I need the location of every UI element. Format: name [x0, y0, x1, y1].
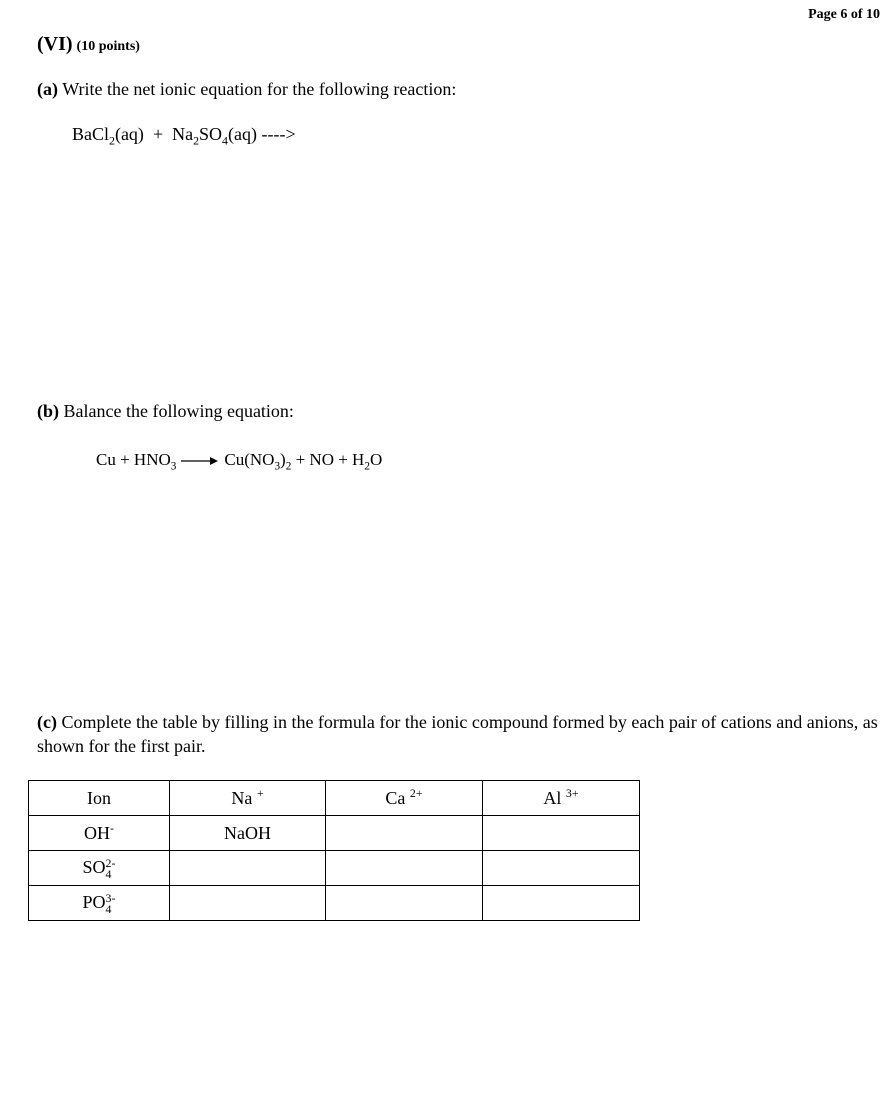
header-cation-ca: [326, 781, 483, 816]
eq-a-sub: 2: [193, 133, 200, 148]
compound-cell[interactable]: [483, 851, 640, 886]
anion-symbol: SO: [82, 856, 106, 877]
part-c-text: Complete the table by filling in the formula for the ionic compound formed by each pair of cations and anions, as shown for the first pair.: [37, 712, 878, 756]
anion-sub: 4: [105, 866, 112, 881]
anion-so4: [29, 851, 170, 886]
eq-b-text: ): [280, 450, 286, 469]
eq-b-sub: 2: [364, 460, 370, 473]
eq-a-reactant1: BaCl: [72, 124, 110, 144]
eq-b-text: Cu + HNO: [96, 450, 171, 469]
anion-charge: 3-: [105, 890, 116, 905]
compound-cell[interactable]: [170, 851, 326, 886]
eq-a-reactant2: Na: [172, 124, 194, 144]
cation-symbol: Na: [231, 787, 253, 808]
eq-a-state: (aq): [114, 124, 144, 144]
cation-charge: 3+: [565, 785, 579, 800]
part-b-prompt: [37, 401, 294, 422]
eq-a-state: (aq): [227, 124, 257, 144]
header-cation-na: [170, 781, 326, 816]
compound-cell[interactable]: [170, 886, 326, 921]
cation-charge: +: [256, 785, 264, 800]
section-number: (VI): [37, 33, 73, 55]
cation-symbol: Ca: [385, 787, 406, 808]
ionic-compound-table: [28, 780, 640, 921]
part-b-label: (b): [37, 401, 59, 421]
eq-b-sub: 3: [274, 460, 281, 473]
anion-oh: [29, 816, 170, 851]
eq-a-reactant2: SO: [199, 124, 223, 144]
anion-symbol: PO: [82, 891, 106, 912]
eq-b-text: Cu(NO: [224, 450, 275, 469]
header-ion: Ion: [29, 781, 170, 816]
eq-a-arrow: ---->: [261, 124, 296, 144]
part-c-prompt: [37, 710, 887, 758]
eq-a-plus: +: [152, 124, 164, 144]
anion-symbol: OH: [84, 822, 111, 843]
table-row: [29, 886, 640, 921]
table-row: [29, 816, 640, 851]
anion-charge: 2-: [105, 855, 116, 870]
compound-cell[interactable]: [326, 886, 483, 921]
section-title: [37, 33, 140, 56]
compound-cell[interactable]: [326, 816, 483, 851]
eq-a-sub: 2: [109, 133, 115, 148]
compound-cell[interactable]: NaOH: [170, 816, 326, 851]
eq-b-sub: 2: [285, 460, 292, 473]
eq-b-text: O: [369, 450, 383, 469]
anion-charge: -: [110, 820, 114, 835]
part-c-label: (c): [37, 712, 57, 732]
table-row: [29, 851, 640, 886]
cation-charge: 2+: [409, 785, 423, 800]
header-cation-al: [483, 781, 640, 816]
part-a-prompt: [37, 79, 456, 100]
eq-b-sub: 3: [170, 460, 177, 473]
compound-cell[interactable]: [483, 886, 640, 921]
compound-cell[interactable]: [483, 816, 640, 851]
page-number: Page 6 of 10: [808, 7, 880, 22]
part-a-equation: [72, 124, 296, 148]
part-a-label: (a): [37, 79, 58, 99]
part-b-equation: [96, 450, 383, 473]
anion-po4: [29, 886, 170, 921]
cation-symbol: Al: [543, 787, 562, 808]
eq-a-sub: 4: [222, 133, 228, 148]
part-a-text: Write the net ionic equation for the following reaction:: [62, 79, 457, 99]
eq-b-text: + NO + H: [291, 450, 365, 469]
compound-cell[interactable]: [326, 851, 483, 886]
table-header-row: [29, 781, 640, 816]
reaction-arrow-icon: [180, 455, 220, 467]
part-b-text: Balance the following equation:: [63, 401, 294, 421]
anion-sub: 4: [105, 901, 112, 916]
section-points: (10 points): [76, 39, 140, 54]
